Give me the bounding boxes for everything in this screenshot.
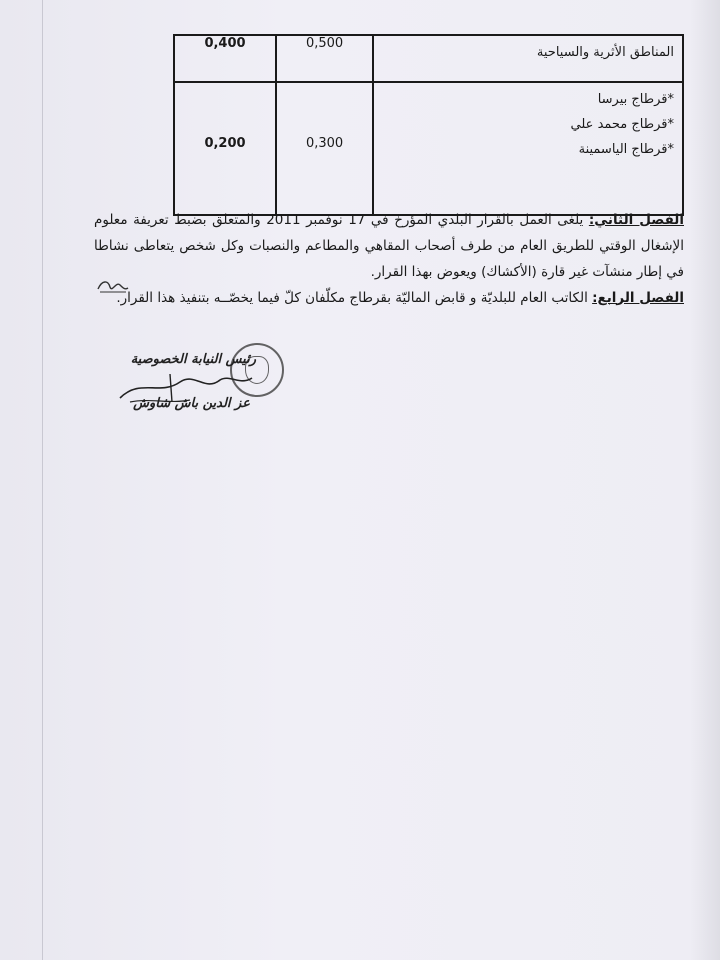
article-2-label: الفصل الثاني:	[588, 211, 684, 228]
table-row	[174, 82, 683, 215]
article-4-paragraph	[94, 285, 684, 311]
rate-cell-a: 0,400	[174, 35, 276, 82]
zone-cell	[373, 82, 683, 215]
rate-cell-b: 0,500	[276, 35, 373, 82]
signatory-title: رئيس النيابة الخصوصية	[130, 352, 256, 367]
rate-table	[173, 34, 684, 216]
article-4-text: الكاتب العام للبلديّة و قابض الماليّة بقرطاج مكلّفان كلّ فيما يخصّــه بتنفيذ هذا القرار.	[116, 289, 593, 306]
end-mark-scribble	[96, 276, 130, 296]
article-4-label: الفصل الرابع:	[592, 289, 684, 306]
zone-label: المناطق الأثرية والسياحية	[536, 45, 674, 60]
article-2-paragraph	[94, 207, 684, 285]
handwritten-signature	[110, 368, 260, 408]
zone-cell	[373, 35, 683, 82]
table-row	[174, 35, 683, 82]
rate-cell-b: 0,300	[276, 82, 373, 215]
site-list	[374, 83, 682, 162]
list-item: *قرطاج الياسمينة	[578, 142, 674, 157]
list-item: *قرطاج بيرسا	[597, 92, 674, 107]
article-2-text: يلغى العمل بالقرار البلدي المؤرخ في 17 نوفمبر 2011 والمتعلق بضبط تعريفة معلوم الإشغال الوقتي للطريق العام من طرف أصحاب المقاهي والمطاعم والنصبات وكل شخص يتعاطى نشاطا في إطار منشآت غير قارة (الأكشاك) ويعوض بهذا القرار.	[94, 211, 684, 280]
list-item: *قرطاج محمد علي	[570, 117, 674, 132]
signatory-name: عز الدين باش شاوش	[133, 396, 250, 411]
page-fold-line	[42, 0, 43, 960]
rate-cell-a: 0,200	[174, 82, 276, 215]
page-edge-shadow	[690, 0, 720, 960]
